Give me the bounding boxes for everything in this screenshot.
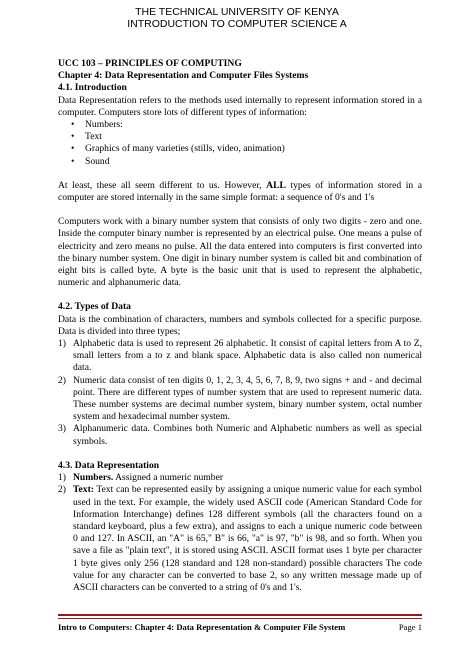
footer-rule xyxy=(58,614,422,616)
all-types-paragraph: At least, these all seem different to us. However, ALL types of information stored in a computer are stored internally in the same simple format: a sequence of 0's and 1's xyxy=(58,179,422,204)
bullet-icon: • xyxy=(71,131,75,143)
representation-list xyxy=(58,472,422,594)
info-types-list xyxy=(58,119,422,168)
bullet-icon: • xyxy=(71,119,75,131)
list-item: 2) Text: Text can be represented easily by assigning a unique numeric value for each symbol used in the text. For example, the widely used ASCII code (American Standard Code for Information Interchange) defines 128 different symbols (all the characters found on a standard keyboard, plus a few extra), and assigns to each a unique numeric code between 0 and 127. In ASCII, an "A" is 65," B" is 66, "a" is 97, "b" is 98, and so forth. When you save a file as "plain text", it is stored using ASCII. ASCII format uses 1 byte per character 1 byte gives only 256 (128 standard and 128 non-standard) possible characters The code value for any character can be converted to base 2, so any written message made up of ASCII characters can be converted to a string of 0's and 1's. xyxy=(58,484,422,593)
list-item: 1) Numbers. Assigned a numeric number xyxy=(58,472,224,484)
intro-paragraph: Data Representation refers to the methods used internally to represent information stored in a computer. Computers store lots of different types of information: xyxy=(58,94,422,118)
list-item: • Numbers: xyxy=(71,119,123,131)
list-item: • Text xyxy=(71,131,102,143)
list-item: • Sound xyxy=(71,155,110,167)
document-body xyxy=(58,58,422,594)
header-course: INTRODUCTION TO COMPUTER SCIENCE A xyxy=(127,18,347,30)
bullet-icon: • xyxy=(71,143,75,155)
types-paragraph: Data is the combination of characters, numbers and symbols collected for a specific purpose. Data is divided into three types; xyxy=(58,313,422,337)
page-header xyxy=(0,6,474,30)
course-title: UCC 103 – PRINCIPLES OF COMPUTING xyxy=(58,58,242,69)
page-number: Page 1 xyxy=(398,622,422,632)
binary-paragraph: Computers work with a binary number system that consists of only two digits - zero and one. Inside the computer binary number is represented by an electrical pulse. One means a pulse of electricity and zero means no pulse. All the data entered into computers is first converted into the binary number system. One digit in binary number system is called bit and combination of eight bits is called byte. A byte is the basic unit that is used to represent the alphabetic, numeric and alphanumeric data. xyxy=(58,216,422,289)
list-item: 3) Alphanumeric data. Combines both Numeric and Alphabetic numbers as well as special symbols. xyxy=(58,423,422,447)
section-heading-introduction: 4.1. Introduction xyxy=(58,82,127,94)
chapter-title: Chapter 4: Data Representation and Computer Files Systems xyxy=(58,70,309,82)
header-university: THE TECHNICAL UNIVERSITY OF KENYA xyxy=(135,6,339,18)
section-heading-types-of-data: 4.2. Types of Data xyxy=(58,301,131,313)
page-footer xyxy=(58,622,422,633)
list-item: 2) Numeric data consist of ten digits 0, 1, 2, 3, 4, 5, 6, 7, 8, 9, two signs + and - and decimal point. There are different types of number system that are used to represent numeric data. These number systems are decimal number system, binary number system, octal number system and hexadecimal number system. xyxy=(58,374,422,423)
footer-title: Intro to Computers: Chapter 4: Data Representation & Computer File System xyxy=(58,622,346,632)
list-item: 1) Alphabetic data is used to represent 26 alphabetic. It consist of capital letters from A to Z, small letters from a to z and blank space. Alphabetic data is also called non numerical data. xyxy=(58,338,422,374)
footer-rule-thin xyxy=(58,618,422,619)
bullet-icon: • xyxy=(71,155,75,167)
data-types-list xyxy=(58,338,422,448)
section-heading-data-representation: 4.3. Data Representation xyxy=(58,459,160,471)
list-item: • Graphics of many varieties (stills, video, animation) xyxy=(71,143,285,155)
